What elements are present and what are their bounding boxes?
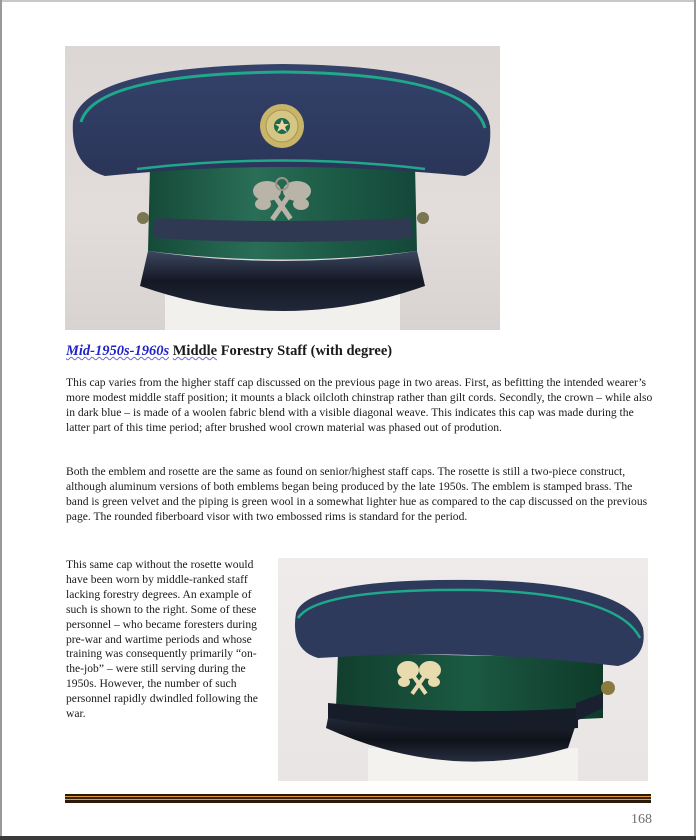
body-paragraph-1: This cap varies from the higher staff cap discussed on the previous page in two areas. First, as befitting the intended wearer’s more modest middle staff position; it mounts a black oilcloth chinstrap rather than gilt cords. Secondly, the crown – while also in dark blue – is made of a woolen fabric blend with a visible diagonal weave. This indicates this cap was made during the latter part of this time period; after brushed wool crown material was phased out of prodution. (66, 376, 653, 434)
cap-photo-without-rosette (278, 558, 648, 781)
window-frame-top (0, 0, 696, 2)
heading-title: Forestry Staff (with degree) (217, 343, 393, 359)
page-number: 168 (631, 812, 652, 827)
heading-rank: Middle (172, 343, 218, 359)
body-paragraph-3: This same cap without the rosette would have been worn by middle-ranked staff lacking forestry degrees. An example of such is shown to the right. Some of these personnel – who became foresters during pre-war and wartime periods and whose training was consequently primarily “on-the-job” – were still serving during the 1950s. However, the number of such personnel rapidly dwindled following the war. (66, 558, 258, 721)
cap-photo-with-rosette (65, 46, 500, 330)
window-frame-left (0, 0, 2, 840)
section-heading (66, 343, 392, 360)
window-frame-bottom (0, 836, 696, 840)
heading-date-range: Mid-1950s-1960s (66, 343, 170, 359)
body-paragraph-2: Both the emblem and rosette are the same as found on senior/highest staff caps. The rosette is still a two-piece construct, although aluminum versions of both emblems began being produced by the late 1950s. The emblem is stamped brass. The band is green velvet and the piping is green wool in a somewhat lighter hue as compared to the cap discussed on the previous page. The rounded fiberboard visor with two embossed rims is standard for the period. (66, 465, 648, 523)
st-george-ribbon-divider (65, 794, 651, 803)
